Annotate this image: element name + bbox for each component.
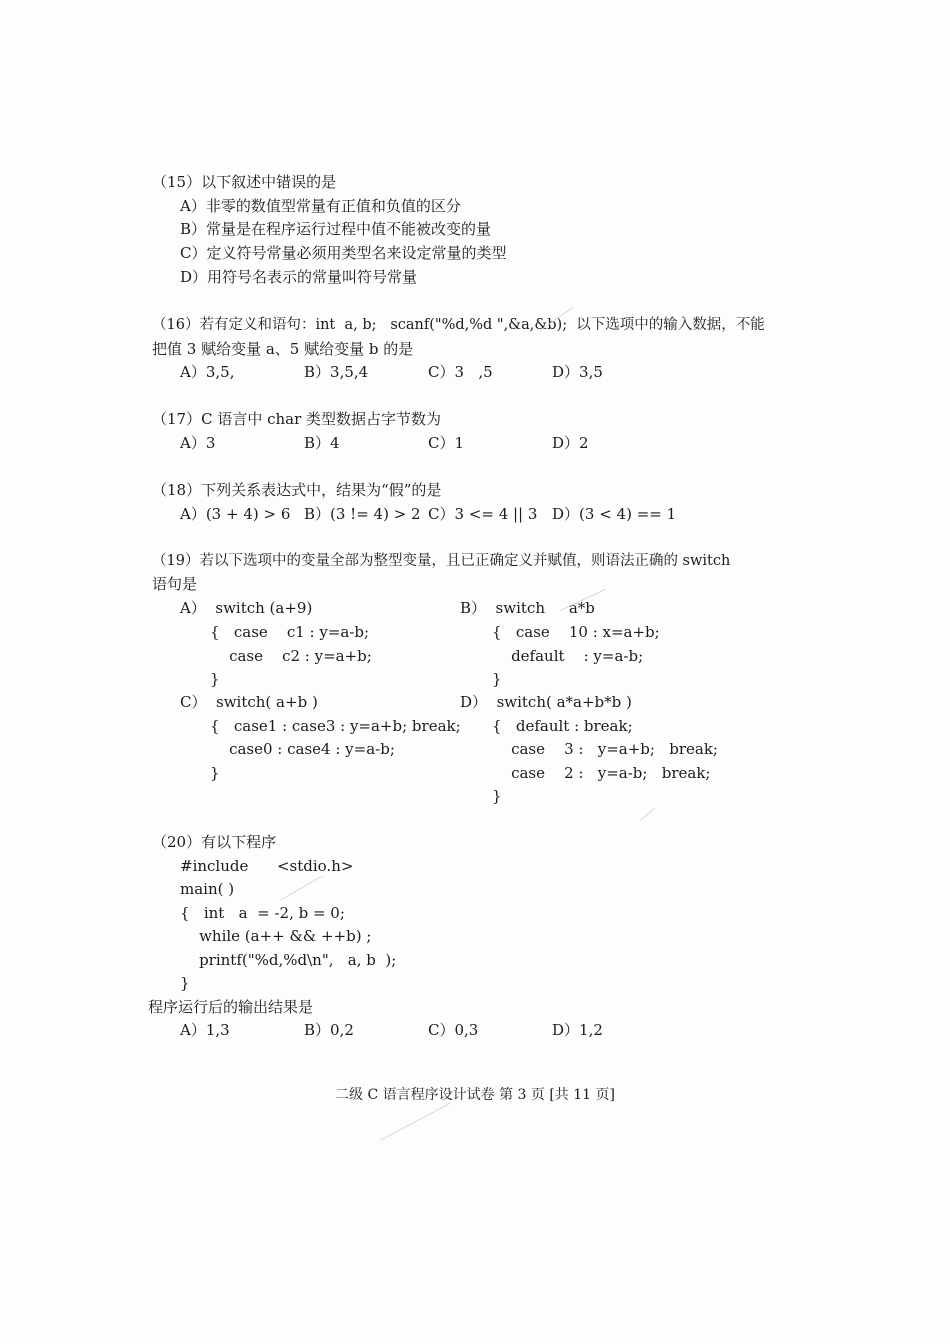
q20-option-b: B）0,2 — [304, 1021, 354, 1039]
q17-option-d: D）2 — [552, 434, 589, 452]
scan-smudge — [280, 875, 324, 901]
q19-stem-line1: （19）若以下选项中的变量全部为整型变量，且已正确定义并赋值，则语法正确的 switch — [152, 553, 731, 569]
q19-option-b-line2: { case 10 : x=a+b; — [492, 623, 660, 641]
q19-option-d-line4: case 2 : y=a-b; break; — [492, 764, 711, 782]
q20-code-line3: { int a = -2, b = 0; — [180, 904, 345, 922]
q19-option-c-line1: C） switch( a+b ) — [180, 693, 318, 711]
q16-stem-line2: 把值 3 赋给变量 a、5 赋给变量 b 的是 — [152, 340, 414, 358]
q19-option-b-line1: B） switch a*b — [460, 599, 595, 617]
q19-option-a-line2: { case c1 : y=a-b; — [210, 623, 370, 641]
q16-stem-line1: （16）若有定义和语句：int a, b; scanf("%d,%d ",&a,&b); 以下选项中的输入数据，不能 — [152, 317, 765, 333]
q15-option-a: A）非零的数值型常量有正值和负值的区分 — [180, 197, 461, 215]
page-footer: 二级 C 语言程序设计试卷 第 3 页 [共 11 页] — [335, 1087, 615, 1103]
q16-option-b: B）3,5,4 — [304, 363, 369, 381]
q19-option-d-line3: case 3 : y=a+b; break; — [492, 740, 718, 758]
q18-stem: （18）下列关系表达式中，结果为“假”的是 — [152, 481, 442, 499]
q20-code-line4: while (a++ && ++b) ; — [180, 927, 372, 945]
q19-option-c-line3: case0 : case4 : y=a-b; — [210, 740, 395, 758]
q15-stem: （15）以下叙述中错误的是 — [152, 173, 337, 191]
q17-stem: （17）C 语言中 char 类型数据占字节数为 — [152, 410, 442, 428]
q20-stem: （20）有以下程序 — [152, 833, 277, 851]
q19-option-c-line4: } — [210, 764, 220, 782]
q20-code-line5: printf("%d,%d\n", a, b ); — [180, 951, 397, 969]
q18-option-b: B）(3 != 4) > 2 — [304, 505, 421, 523]
q19-option-a-line1: A） switch (a+9) — [180, 599, 313, 617]
q19-option-b-line3: default : y=a-b; — [492, 647, 644, 665]
q19-option-d-line2: { default : break; — [492, 717, 633, 735]
q15-option-b: B）常量是在程序运行过程中值不能被改变的量 — [180, 220, 492, 238]
q20-code-line2: main( ) — [180, 880, 235, 898]
q17-option-b: B）4 — [304, 434, 340, 452]
q20-option-d: D）1,2 — [552, 1021, 603, 1039]
q16-option-c: C）3 ,5 — [428, 363, 493, 381]
q20-tail: 程序运行后的输出结果是 — [148, 998, 314, 1016]
scan-smudge — [380, 1103, 451, 1141]
q15-option-c: C）定义符号常量必须用类型名来设定常量的类型 — [180, 244, 507, 262]
q20-code-line6: } — [180, 974, 190, 992]
q16-option-d: D）3,5 — [552, 363, 603, 381]
q20-code-line1: #include <stdio.h> — [180, 857, 354, 875]
q16-option-a: A）3,5, — [180, 363, 235, 381]
q19-option-a-line4: } — [210, 670, 220, 688]
scan-smudge — [640, 807, 656, 821]
q18-option-c: C）3 <= 4 || 3 — [428, 505, 538, 523]
q19-option-d-line1: D） switch( a*a+b*b ) — [460, 693, 632, 711]
q18-option-d: D）(3 < 4) == 1 — [552, 505, 677, 523]
q20-option-a: A）1,3 — [180, 1021, 230, 1039]
q17-option-c: C）1 — [428, 434, 465, 452]
q15-option-d: D）用符号名表示的常量叫符号常量 — [180, 268, 418, 286]
q19-option-c-line2: { case1 : case3 : y=a+b; break; — [210, 717, 461, 735]
q19-option-a-line3: case c2 : y=a+b; — [210, 647, 372, 665]
q18-option-a: A）(3 + 4) > 6 — [180, 505, 291, 523]
q19-stem-line2: 语句是 — [152, 575, 198, 593]
q17-option-a: A）3 — [180, 434, 216, 452]
q20-option-c: C）0,3 — [428, 1021, 479, 1039]
q19-option-d-line5: } — [492, 787, 502, 805]
q19-option-b-line4: } — [492, 670, 502, 688]
